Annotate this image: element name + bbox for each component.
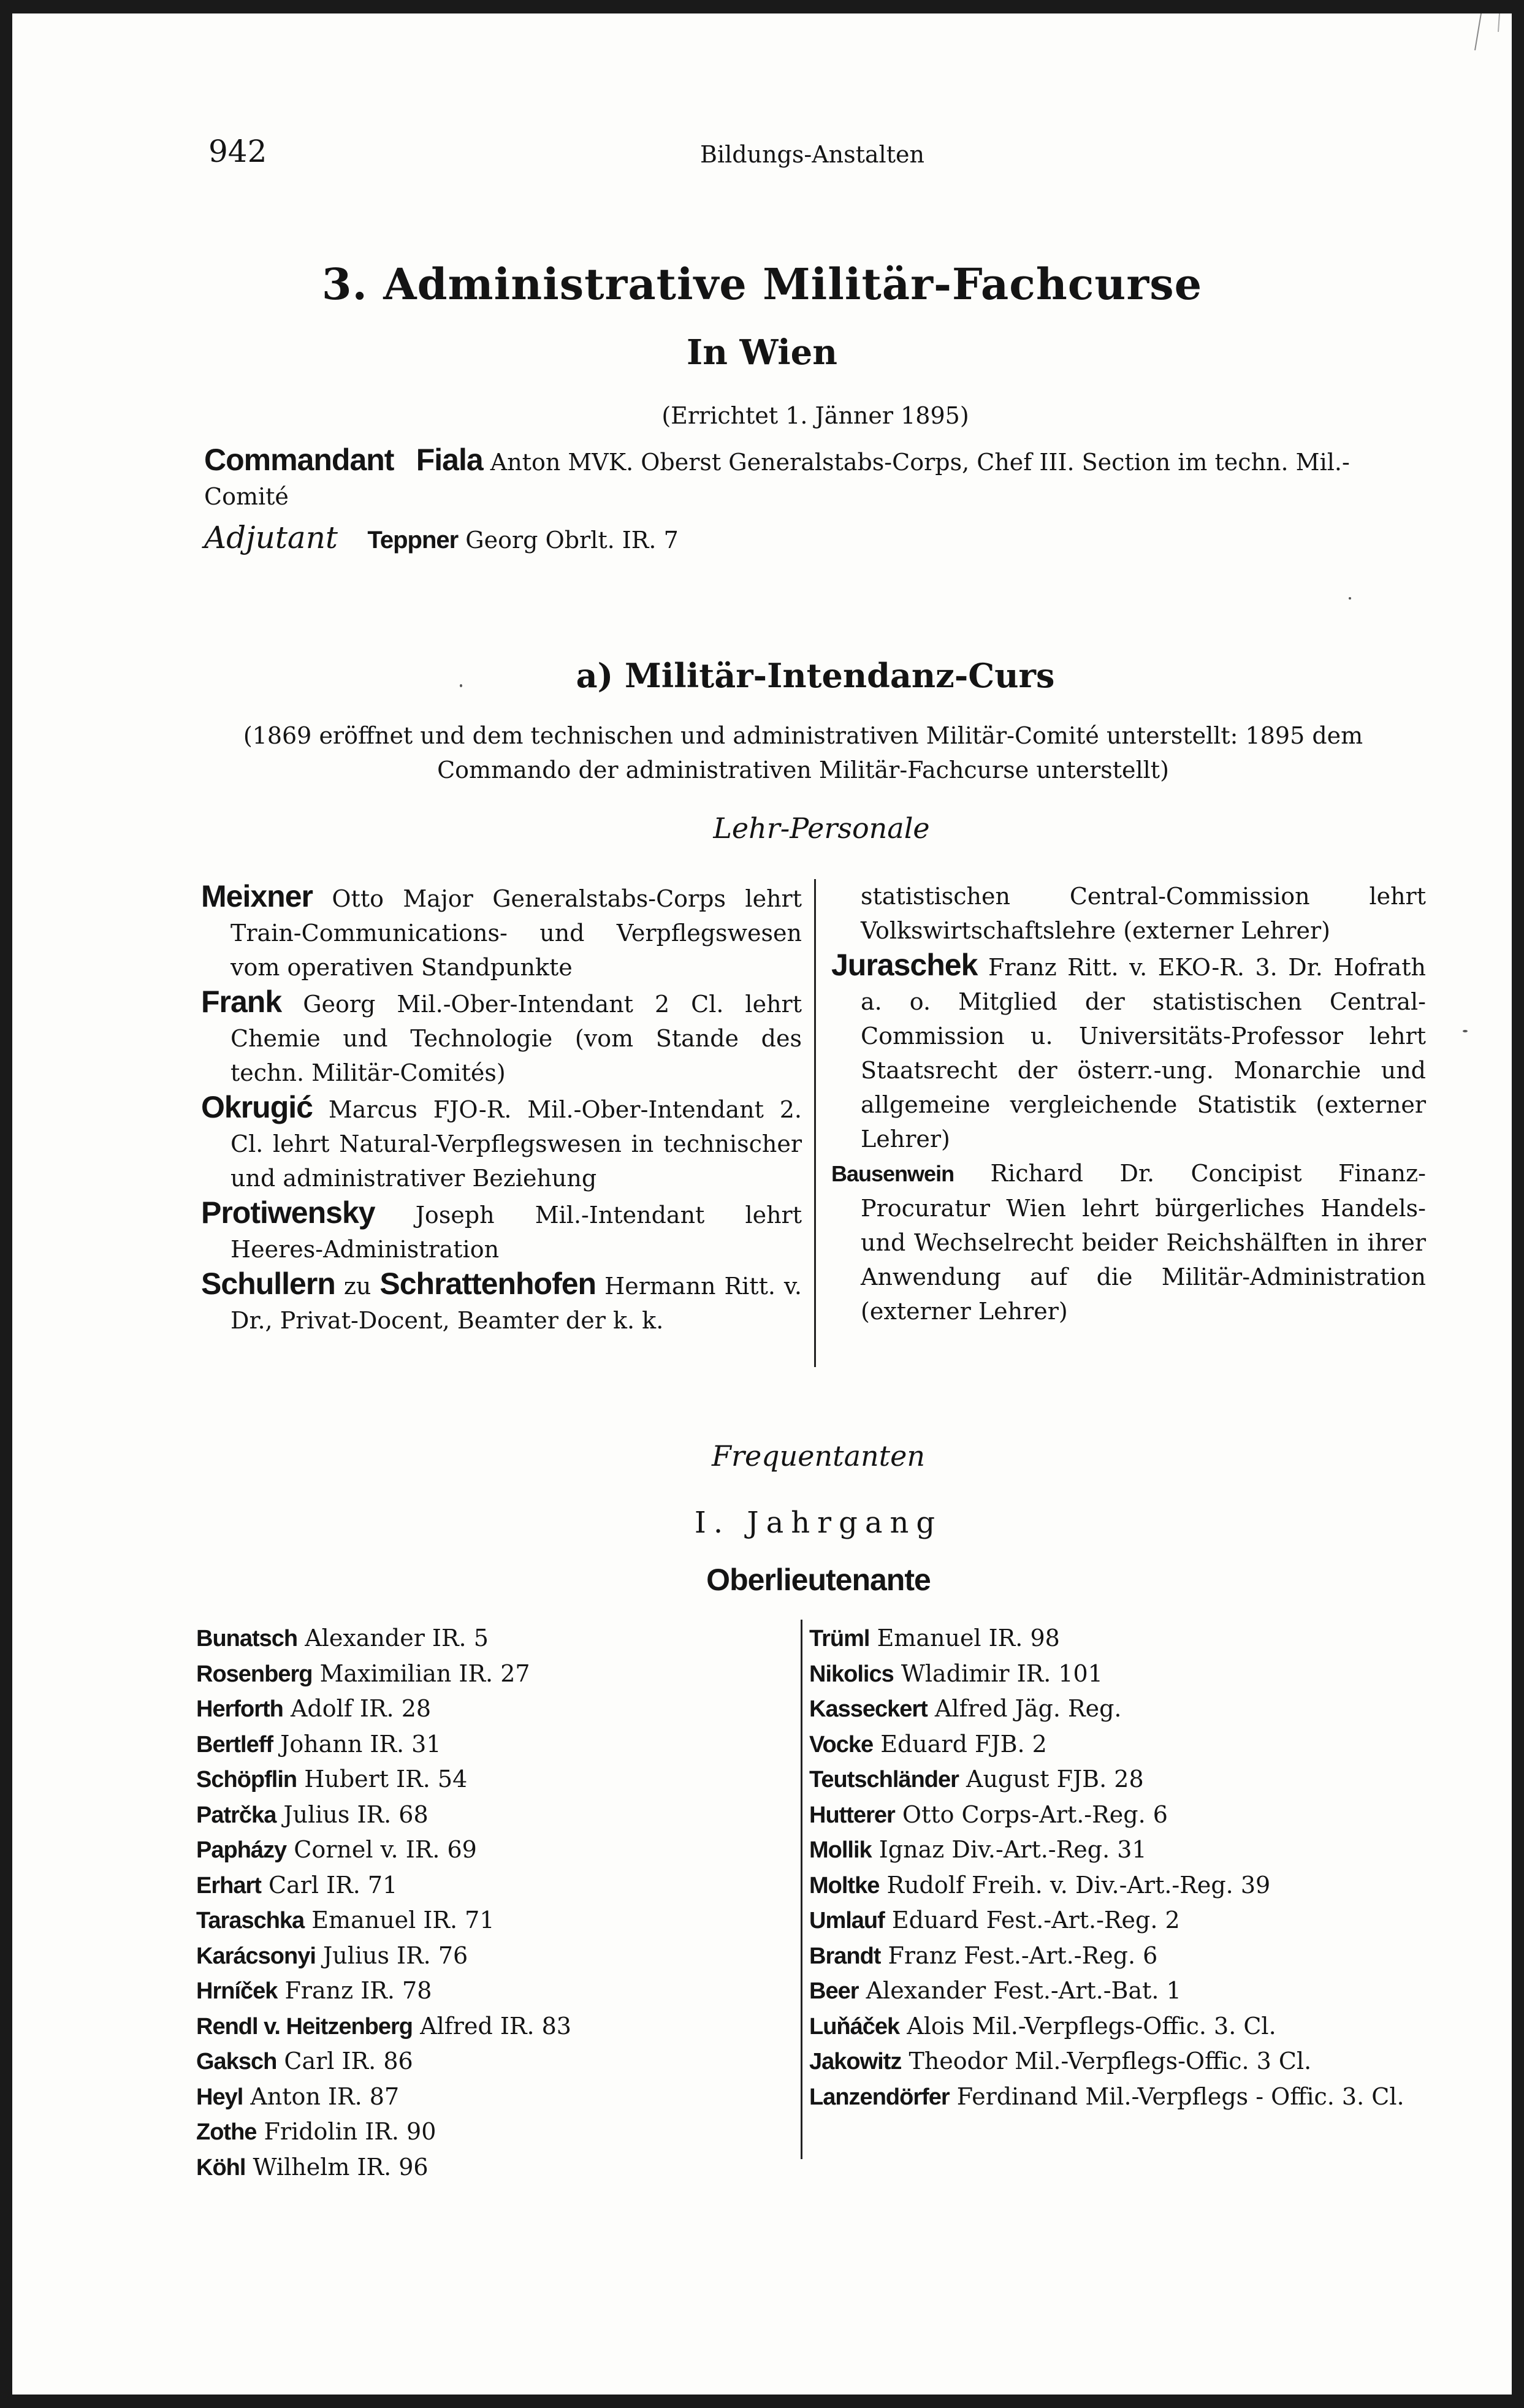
- students-right-list: [809, 1621, 1428, 2114]
- list-item: Umlauf Eduard Fest.-Art.-Reg. 2: [809, 1907, 1180, 1934]
- list-item: Hutterer Otto Corps-Art.-Reg. 6: [809, 1800, 1168, 1828]
- list-item: Zothe Fridolin IR. 90: [196, 2118, 436, 2145]
- section-a-heading: a) Militär-Intendanz-Curs: [576, 656, 1055, 695]
- list-item: Gaksch Carl IR. 86: [196, 2048, 413, 2075]
- section-a-note: (1869 eröffnet und dem technischen und administrativen Militär-Comité unterstellt: 1895 dem Commando der administrativen Militär-Fachcurse unterstellt): [243, 722, 1363, 783]
- staff-left-column: [201, 879, 802, 1338]
- page-title: 3. Administrative Militär-Fachcurse: [321, 259, 1203, 310]
- staff-right-column: [831, 879, 1426, 1328]
- list-item: Heyl Anton IR. 87: [196, 2082, 400, 2110]
- list-item: Vocke Eduard FJB. 2: [809, 1730, 1047, 1758]
- adjutant-detail: Georg Obrlt. IR. 7: [465, 527, 679, 554]
- staff-entry: Okrugić Marcus FJO-R. Mil.-Ober-Intendant 2. Cl. lehrt Natural-Verpflegswesen in technischer und administrativer Beziehung: [201, 1090, 802, 1192]
- year-heading: I. Jahrgang: [694, 1506, 943, 1540]
- list-item: Trüml Emanuel IR. 98: [809, 1625, 1060, 1652]
- staff-heading: Lehr-Personale: [713, 812, 930, 845]
- students-heading: Frequentanten: [712, 1439, 925, 1473]
- staff-entry: Meixner Otto Major Generalstabs-Corps lehrt Train-Communications- und Verpflegswesen vom operativen Standpunkte: [201, 879, 802, 981]
- staff-entry: Bausenwein Richard Dr. Concipist Finanz-Procuratur Wien lehrt bürgerliches Handels- und Wechselrecht beider Reichshälften in ihrer Anwendung auf die Militär-Administration (externer Lehrer): [831, 1160, 1426, 1325]
- adjutant-entry: [204, 520, 679, 555]
- commandant-name: Fiala: [416, 443, 483, 477]
- list-item: Köhl Wilhelm IR. 96: [196, 2153, 429, 2181]
- staff-entry-continuation: statistischen Central-Commission lehrt Volkswirtschaftslehre (externer Lehrer): [861, 883, 1426, 944]
- list-item: Moltke Rudolf Freih. v. Div.-Art.-Reg. 39: [809, 1871, 1271, 1899]
- established-note: (Errichtet 1. Jänner 1895): [661, 402, 969, 429]
- list-item: Papházy Cornel v. IR. 69: [196, 1836, 477, 1863]
- list-item: Bunatsch Alexander IR. 5: [196, 1625, 489, 1652]
- list-item: Rendl v. Heitzenberg Alfred IR. 83: [196, 2012, 571, 2040]
- list-item: Bertleff Johann IR. 31: [196, 1730, 441, 1758]
- list-item: Jakowitz Theodor Mil.-Verpflegs-Offic. 3 Cl.: [809, 2048, 1312, 2075]
- list-item: Lanzendörfer Ferdinand Mil.-Verpflegs - Offic. 3. Cl.: [809, 2082, 1404, 2110]
- scan-speck: [1349, 597, 1351, 600]
- running-head: Bildungs-Anstalten: [700, 141, 924, 168]
- list-item: Hrníček Franz IR. 78: [196, 1977, 432, 2004]
- staff-entry: Protiwensky Joseph Mil.-Intendant lehrt Heeres-Administration: [201, 1195, 802, 1263]
- adjutant-label: Adjutant: [204, 520, 338, 555]
- list-item: Brandt Franz Fest.-Art.-Reg. 6: [809, 1941, 1158, 1969]
- students-left-list: [196, 1621, 797, 2185]
- list-item: Luňáček Alois Mil.-Verpflegs-Offic. 3. Cl.: [809, 2012, 1276, 2040]
- list-item: Patrčka Julius IR. 68: [196, 1800, 429, 1828]
- scan-speck: [1463, 1030, 1468, 1032]
- staff-entry: Schullern zu Schrattenhofen Hermann Ritt. v. Dr., Privat-Docent, Beamter der k. k.: [201, 1267, 802, 1334]
- list-item: Teutschländer August FJB. 28: [809, 1766, 1144, 1793]
- commandant-label: Commandant: [204, 443, 394, 477]
- list-item: Beer Alexander Fest.-Art.-Bat. 1: [809, 1977, 1181, 2004]
- list-item: Rosenberg Maximilian IR. 27: [196, 1659, 530, 1687]
- list-item: Mollik Ignaz Div.-Art.-Reg. 31: [809, 1836, 1147, 1863]
- location-heading: In Wien: [687, 332, 837, 373]
- document-page: [12, 13, 1512, 2395]
- adjutant-name: Teppner: [367, 527, 459, 554]
- scan-edge-mark: [1457, 13, 1506, 75]
- rank-heading: Oberlieutenante: [706, 1563, 931, 1597]
- scan-speck: [460, 684, 462, 687]
- list-item: Nikolics Wladimir IR. 101: [809, 1659, 1103, 1687]
- staff-entry: Frank Georg Mil.-Ober-Intendant 2 Cl. lehrt Chemie und Technologie (vom Stande des techn. Militär-Comités): [201, 985, 802, 1086]
- list-item: Herforth Adolf IR. 28: [196, 1695, 432, 1722]
- commandant-entry: [204, 443, 1406, 514]
- list-item: Schöpflin Hubert IR. 54: [196, 1766, 468, 1793]
- column-divider: [814, 879, 816, 1367]
- commandant-detail: Anton MVK. Oberst Generalstabs-Corps, Chef III. Section im techn. Mil.-Comité: [204, 449, 1350, 510]
- page-number: 942: [208, 134, 267, 169]
- list-item: Karácsonyi Julius IR. 76: [196, 1941, 468, 1969]
- staff-entry: Juraschek Franz Ritt. v. EKO-R. 3. Dr. Hofrath a. o. Mitglied der statistischen Central-Commission u. Universitäts-Professor lehrt Staatsrecht der österr.-ung. Monarchie und allgemeine vergleichende Statistik (externer Lehrer): [831, 948, 1426, 1153]
- list-item: Taraschka Emanuel IR. 71: [196, 1907, 495, 1934]
- list-divider: [801, 1620, 802, 2159]
- list-item: Erhart Carl IR. 71: [196, 1871, 398, 1899]
- list-item: Kasseckert Alfred Jäg. Reg.: [809, 1695, 1122, 1722]
